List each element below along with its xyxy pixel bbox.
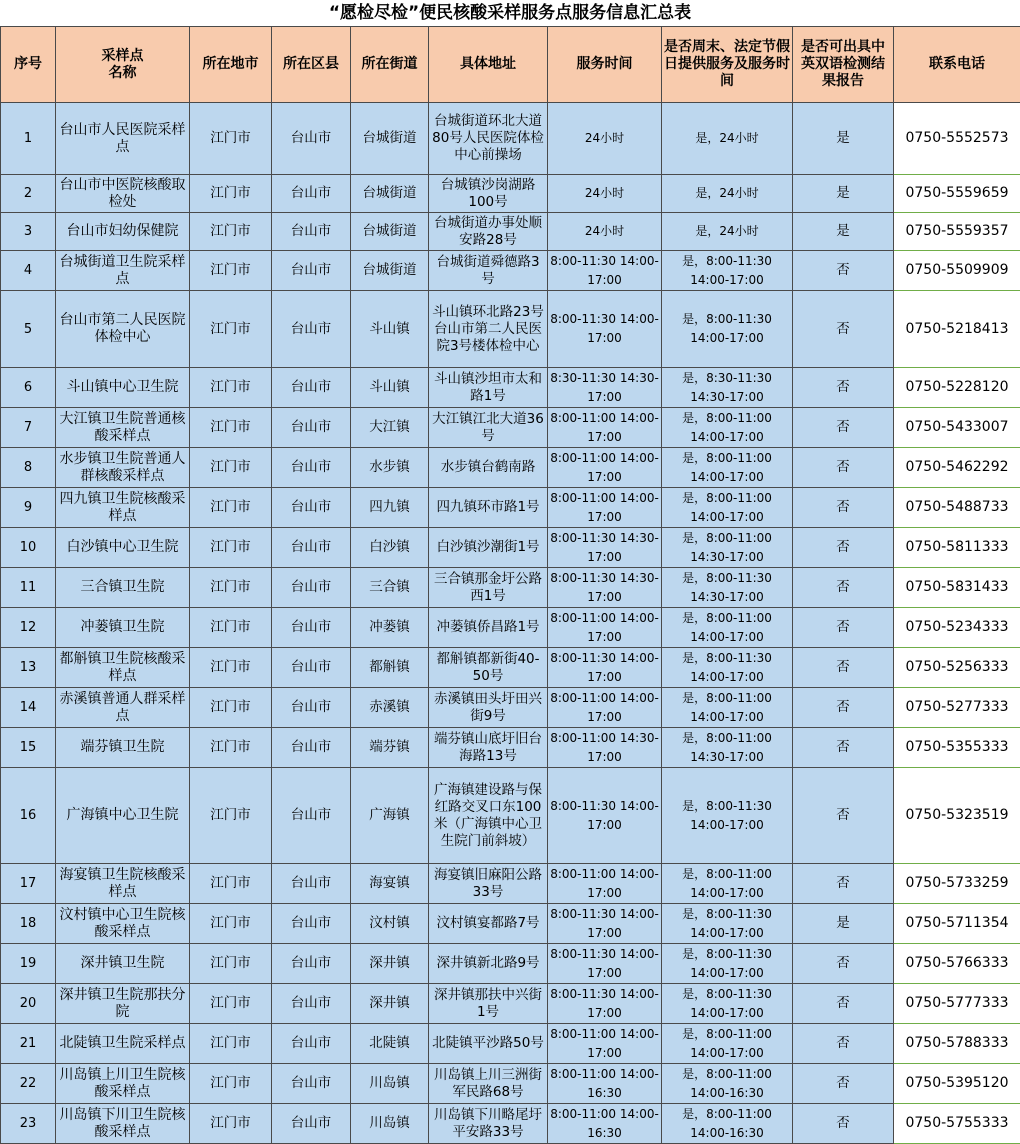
table-row bbox=[1, 251, 1020, 291]
cell-service-time: 8:00-11:00 14:00-17:00 bbox=[548, 488, 662, 528]
cell-phone: 0750-5559659 bbox=[894, 175, 1020, 213]
cell-site-name: 都斛镇卫生院核酸采样点 bbox=[56, 648, 190, 688]
cell-street: 台城街道 bbox=[351, 103, 429, 175]
cell-county: 台山市 bbox=[272, 728, 351, 768]
cell-holiday-service: 是，8:00-11:30 14:00-17:00 bbox=[662, 768, 793, 864]
cell-bilingual: 否 bbox=[793, 528, 894, 568]
cell-holiday-service: 是，8:00-11:00 14:30-17:00 bbox=[662, 728, 793, 768]
cell-service-time: 8:00-11:30 14:00-17:00 bbox=[548, 768, 662, 864]
cell-bilingual: 否 bbox=[793, 368, 894, 408]
cell-holiday-service: 是，8:00-11:00 14:00-16:30 bbox=[662, 1064, 793, 1104]
cell-service-time: 24小时 bbox=[548, 103, 662, 175]
header-name: 采样点 名称 bbox=[56, 27, 190, 103]
cell-city: 江门市 bbox=[190, 904, 272, 944]
cell-seq: 8 bbox=[1, 448, 56, 488]
table-row bbox=[1, 768, 1020, 864]
cell-street: 大江镇 bbox=[351, 408, 429, 448]
cell-city: 江门市 bbox=[190, 608, 272, 648]
cell-service-time: 8:00-11:30 14:30-17:00 bbox=[548, 528, 662, 568]
cell-seq: 21 bbox=[1, 1024, 56, 1064]
cell-county: 台山市 bbox=[272, 648, 351, 688]
cell-county: 台山市 bbox=[272, 608, 351, 648]
cell-city: 江门市 bbox=[190, 251, 272, 291]
cell-city: 江门市 bbox=[190, 291, 272, 368]
cell-county: 台山市 bbox=[272, 528, 351, 568]
cell-county: 台山市 bbox=[272, 1024, 351, 1064]
cell-service-time: 8:00-11:00 14:00-17:00 bbox=[548, 608, 662, 648]
cell-holiday-service: 是，8:00-11:30 14:00-17:00 bbox=[662, 648, 793, 688]
cell-seq: 6 bbox=[1, 368, 56, 408]
table-row bbox=[1, 1064, 1020, 1104]
cell-service-time: 24小时 bbox=[548, 213, 662, 251]
cell-site-name: 汶村镇中心卫生院核酸采样点 bbox=[56, 904, 190, 944]
cell-service-time: 8:00-11:00 14:00-17:00 bbox=[548, 864, 662, 904]
cell-county: 台山市 bbox=[272, 864, 351, 904]
cell-city: 江门市 bbox=[190, 1064, 272, 1104]
cell-bilingual: 否 bbox=[793, 291, 894, 368]
cell-street: 水步镇 bbox=[351, 448, 429, 488]
cell-address: 深井镇那扶中兴街1号 bbox=[429, 984, 548, 1024]
cell-county: 台山市 bbox=[272, 488, 351, 528]
table-row bbox=[1, 368, 1020, 408]
cell-street: 斗山镇 bbox=[351, 291, 429, 368]
cell-phone: 0750-5256333 bbox=[894, 648, 1020, 688]
cell-bilingual: 否 bbox=[793, 984, 894, 1024]
cell-phone: 0750-5559357 bbox=[894, 213, 1020, 251]
cell-address: 四九镇环市路1号 bbox=[429, 488, 548, 528]
table-row bbox=[1, 448, 1020, 488]
cell-bilingual: 否 bbox=[793, 1064, 894, 1104]
cell-county: 台山市 bbox=[272, 291, 351, 368]
cell-seq: 13 bbox=[1, 648, 56, 688]
cell-address: 北陡镇平沙路50号 bbox=[429, 1024, 548, 1064]
cell-site-name: 台山市第二人民医院体检中心 bbox=[56, 291, 190, 368]
table-row bbox=[1, 175, 1020, 213]
cell-phone: 0750-5788333 bbox=[894, 1024, 1020, 1064]
header-service-time: 服务时间 bbox=[548, 27, 662, 103]
cell-site-name: 海宴镇卫生院核酸采样点 bbox=[56, 864, 190, 904]
cell-site-name: 台山市妇幼保健院 bbox=[56, 213, 190, 251]
cell-county: 台山市 bbox=[272, 1104, 351, 1144]
table-row bbox=[1, 213, 1020, 251]
table-row bbox=[1, 864, 1020, 904]
cell-service-time: 8:00-11:30 14:00-17:00 bbox=[548, 251, 662, 291]
cell-seq: 19 bbox=[1, 944, 56, 984]
header-phone: 联系电话 bbox=[894, 27, 1020, 103]
cell-seq: 3 bbox=[1, 213, 56, 251]
cell-service-time: 8:30-11:30 14:30-17:00 bbox=[548, 368, 662, 408]
cell-service-time: 8:00-11:00 14:00-17:00 bbox=[548, 688, 662, 728]
cell-service-time: 8:00-11:30 14:00-17:00 bbox=[548, 904, 662, 944]
cell-county: 台山市 bbox=[272, 984, 351, 1024]
cell-site-name: 三合镇卫生院 bbox=[56, 568, 190, 608]
cell-address: 台城街道办事处顺安路28号 bbox=[429, 213, 548, 251]
cell-service-time: 24小时 bbox=[548, 175, 662, 213]
cell-holiday-service: 是，8:00-11:30 14:00-17:00 bbox=[662, 984, 793, 1024]
cell-bilingual: 否 bbox=[793, 688, 894, 728]
table-row bbox=[1, 904, 1020, 944]
table-row bbox=[1, 408, 1020, 448]
cell-service-time: 8:00-11:00 14:00-16:30 bbox=[548, 1064, 662, 1104]
cell-phone: 0750-5395120 bbox=[894, 1064, 1020, 1104]
cell-phone: 0750-5228120 bbox=[894, 368, 1020, 408]
cell-city: 江门市 bbox=[190, 768, 272, 864]
table-row bbox=[1, 608, 1020, 648]
cell-seq: 14 bbox=[1, 688, 56, 728]
cell-bilingual: 否 bbox=[793, 1104, 894, 1144]
cell-address: 台城镇沙岗湖路100号 bbox=[429, 175, 548, 213]
cell-address: 水步镇台鹤南路 bbox=[429, 448, 548, 488]
cell-site-name: 川岛镇上川卫生院核酸采样点 bbox=[56, 1064, 190, 1104]
cell-bilingual: 否 bbox=[793, 408, 894, 448]
cell-service-time: 8:00-11:30 14:00-17:00 bbox=[548, 648, 662, 688]
table-row bbox=[1, 291, 1020, 368]
cell-city: 江门市 bbox=[190, 408, 272, 448]
cell-holiday-service: 是，24小时 bbox=[662, 103, 793, 175]
cell-holiday-service: 是，8:00-11:00 14:00-17:00 bbox=[662, 864, 793, 904]
cell-seq: 4 bbox=[1, 251, 56, 291]
cell-county: 台山市 bbox=[272, 213, 351, 251]
cell-address: 三合镇那金圩公路西1号 bbox=[429, 568, 548, 608]
cell-street: 海宴镇 bbox=[351, 864, 429, 904]
cell-site-name: 北陡镇卫生院采样点 bbox=[56, 1024, 190, 1064]
cell-holiday-service: 是，24小时 bbox=[662, 175, 793, 213]
cell-holiday-service: 是，8:00-11:00 14:30-17:00 bbox=[662, 528, 793, 568]
cell-site-name: 斗山镇中心卫生院 bbox=[56, 368, 190, 408]
cell-bilingual: 否 bbox=[793, 251, 894, 291]
table-row bbox=[1, 688, 1020, 728]
cell-seq: 10 bbox=[1, 528, 56, 568]
cell-service-time: 8:00-11:30 14:00-17:00 bbox=[548, 944, 662, 984]
cell-phone: 0750-5552573 bbox=[894, 103, 1020, 175]
header-county: 所在区县 bbox=[272, 27, 351, 103]
cell-address: 台城街道舜德路3号 bbox=[429, 251, 548, 291]
cell-service-time: 8:00-11:30 14:00-17:00 bbox=[548, 291, 662, 368]
cell-street: 台城街道 bbox=[351, 175, 429, 213]
cell-bilingual: 否 bbox=[793, 728, 894, 768]
cell-seq: 17 bbox=[1, 864, 56, 904]
cell-phone: 0750-5811333 bbox=[894, 528, 1020, 568]
cell-holiday-service: 是，8:00-11:00 14:00-17:00 bbox=[662, 608, 793, 648]
cell-address: 大江镇江北大道36号 bbox=[429, 408, 548, 448]
header-row bbox=[1, 27, 1020, 103]
header-city: 所在地市 bbox=[190, 27, 272, 103]
cell-address: 广海镇建设路与保红路交叉口东100米（广海镇中心卫生院门前斜坡） bbox=[429, 768, 548, 864]
cell-county: 台山市 bbox=[272, 103, 351, 175]
cell-phone: 0750-5234333 bbox=[894, 608, 1020, 648]
cell-bilingual: 是 bbox=[793, 175, 894, 213]
cell-city: 江门市 bbox=[190, 175, 272, 213]
cell-street: 台城街道 bbox=[351, 251, 429, 291]
cell-holiday-service: 是，24小时 bbox=[662, 213, 793, 251]
table-title: “愿检尽检”便民核酸采样服务点服务信息汇总表 bbox=[0, 0, 1020, 26]
cell-address: 端芬镇山底圩旧台海路13号 bbox=[429, 728, 548, 768]
cell-address: 海宴镇旧麻阳公路33号 bbox=[429, 864, 548, 904]
table-body bbox=[1, 103, 1020, 1144]
cell-address: 冲蒌镇侨昌路1号 bbox=[429, 608, 548, 648]
cell-county: 台山市 bbox=[272, 688, 351, 728]
cell-city: 江门市 bbox=[190, 944, 272, 984]
header-bilingual-report: 是否可出具中英双语检测结果报告 bbox=[793, 27, 894, 103]
cell-street: 斗山镇 bbox=[351, 368, 429, 408]
table-row bbox=[1, 103, 1020, 175]
cell-bilingual: 是 bbox=[793, 213, 894, 251]
cell-phone: 0750-5218413 bbox=[894, 291, 1020, 368]
cell-bilingual: 否 bbox=[793, 864, 894, 904]
cell-holiday-service: 是，8:00-11:00 14:00-17:00 bbox=[662, 408, 793, 448]
cell-site-name: 台城街道卫生院采样点 bbox=[56, 251, 190, 291]
cell-site-name: 四九镇卫生院核酸采样点 bbox=[56, 488, 190, 528]
cell-address: 台城街道环北大道80号人民医院体检中心前操场 bbox=[429, 103, 548, 175]
table-row bbox=[1, 568, 1020, 608]
cell-bilingual: 否 bbox=[793, 608, 894, 648]
header-holiday-service: 是否周末、法定节假日提供服务及服务时间 bbox=[662, 27, 793, 103]
cell-site-name: 台山市人民医院采样点 bbox=[56, 103, 190, 175]
cell-site-name: 白沙镇中心卫生院 bbox=[56, 528, 190, 568]
header-seq: 序号 bbox=[1, 27, 56, 103]
cell-street: 深井镇 bbox=[351, 944, 429, 984]
cell-phone: 0750-5433007 bbox=[894, 408, 1020, 448]
cell-service-time: 8:00-11:00 14:00-17:00 bbox=[548, 1024, 662, 1064]
cell-seq: 11 bbox=[1, 568, 56, 608]
cell-county: 台山市 bbox=[272, 368, 351, 408]
cell-city: 江门市 bbox=[190, 1024, 272, 1064]
cell-service-time: 8:00-11:30 14:30-17:00 bbox=[548, 568, 662, 608]
cell-street: 赤溪镇 bbox=[351, 688, 429, 728]
cell-city: 江门市 bbox=[190, 448, 272, 488]
table-row bbox=[1, 1024, 1020, 1064]
cell-street: 冲蒌镇 bbox=[351, 608, 429, 648]
cell-city: 江门市 bbox=[190, 688, 272, 728]
cell-holiday-service: 是，8:00-11:00 14:00-17:00 bbox=[662, 488, 793, 528]
cell-county: 台山市 bbox=[272, 768, 351, 864]
cell-street: 台城街道 bbox=[351, 213, 429, 251]
cell-site-name: 深井镇卫生院那扶分院 bbox=[56, 984, 190, 1024]
table-row bbox=[1, 648, 1020, 688]
header-street: 所在街道 bbox=[351, 27, 429, 103]
cell-address: 都斛镇都新街40-50号 bbox=[429, 648, 548, 688]
cell-city: 江门市 bbox=[190, 728, 272, 768]
cell-bilingual: 否 bbox=[793, 448, 894, 488]
cell-seq: 5 bbox=[1, 291, 56, 368]
cell-city: 江门市 bbox=[190, 368, 272, 408]
cell-seq: 20 bbox=[1, 984, 56, 1024]
cell-city: 江门市 bbox=[190, 568, 272, 608]
cell-service-time: 8:00-11:00 14:00-16:30 bbox=[548, 1104, 662, 1144]
cell-address: 深井镇新北路9号 bbox=[429, 944, 548, 984]
cell-street: 川岛镇 bbox=[351, 1104, 429, 1144]
cell-city: 江门市 bbox=[190, 984, 272, 1024]
cell-seq: 16 bbox=[1, 768, 56, 864]
table-row bbox=[1, 1104, 1020, 1144]
cell-county: 台山市 bbox=[272, 448, 351, 488]
table-row bbox=[1, 984, 1020, 1024]
cell-site-name: 赤溪镇普通人群采样点 bbox=[56, 688, 190, 728]
cell-bilingual: 否 bbox=[793, 488, 894, 528]
cell-address: 斗山镇沙坦市太和路1号 bbox=[429, 368, 548, 408]
cell-street: 广海镇 bbox=[351, 768, 429, 864]
cell-street: 四九镇 bbox=[351, 488, 429, 528]
cell-county: 台山市 bbox=[272, 1064, 351, 1104]
cell-address: 斗山镇环北路23号台山市第二人民医院3号楼体检中心 bbox=[429, 291, 548, 368]
cell-seq: 15 bbox=[1, 728, 56, 768]
cell-holiday-service: 是，8:00-11:30 14:00-17:00 bbox=[662, 904, 793, 944]
cell-street: 汶村镇 bbox=[351, 904, 429, 944]
cell-bilingual: 是 bbox=[793, 103, 894, 175]
cell-county: 台山市 bbox=[272, 568, 351, 608]
cell-street: 都斛镇 bbox=[351, 648, 429, 688]
cell-bilingual: 否 bbox=[793, 1024, 894, 1064]
cell-site-name: 广海镇中心卫生院 bbox=[56, 768, 190, 864]
cell-seq: 1 bbox=[1, 103, 56, 175]
cell-holiday-service: 是，8:30-11:30 14:30-17:00 bbox=[662, 368, 793, 408]
cell-holiday-service: 是，8:00-11:00 14:00-17:00 bbox=[662, 1024, 793, 1064]
cell-bilingual: 否 bbox=[793, 568, 894, 608]
cell-county: 台山市 bbox=[272, 175, 351, 213]
cell-phone: 0750-5509909 bbox=[894, 251, 1020, 291]
cell-phone: 0750-5323519 bbox=[894, 768, 1020, 864]
cell-holiday-service: 是，8:00-11:30 14:00-17:00 bbox=[662, 944, 793, 984]
cell-city: 江门市 bbox=[190, 648, 272, 688]
cell-bilingual: 否 bbox=[793, 648, 894, 688]
cell-phone: 0750-5733259 bbox=[894, 864, 1020, 904]
cell-city: 江门市 bbox=[190, 213, 272, 251]
cell-bilingual: 是 bbox=[793, 904, 894, 944]
cell-address: 川岛镇上川三洲街军民路68号 bbox=[429, 1064, 548, 1104]
cell-site-name: 水步镇卫生院普通人群核酸采样点 bbox=[56, 448, 190, 488]
cell-bilingual: 否 bbox=[793, 768, 894, 864]
cell-service-time: 8:00-11:00 14:30-17:00 bbox=[548, 728, 662, 768]
cell-holiday-service: 是，8:00-11:30 14:00-17:00 bbox=[662, 251, 793, 291]
cell-city: 江门市 bbox=[190, 864, 272, 904]
cell-site-name: 冲蒌镇卫生院 bbox=[56, 608, 190, 648]
cell-address: 川岛镇下川略尾圩平安路33号 bbox=[429, 1104, 548, 1144]
cell-seq: 23 bbox=[1, 1104, 56, 1144]
cell-holiday-service: 是，8:00-11:30 14:30-17:00 bbox=[662, 568, 793, 608]
cell-address: 赤溪镇田头圩田兴街9号 bbox=[429, 688, 548, 728]
cell-county: 台山市 bbox=[272, 944, 351, 984]
cell-phone: 0750-5488733 bbox=[894, 488, 1020, 528]
sampling-sites-table bbox=[0, 26, 1020, 1144]
cell-county: 台山市 bbox=[272, 251, 351, 291]
cell-seq: 2 bbox=[1, 175, 56, 213]
table-row bbox=[1, 488, 1020, 528]
cell-site-name: 台山市中医院核酸取检处 bbox=[56, 175, 190, 213]
cell-street: 北陡镇 bbox=[351, 1024, 429, 1064]
cell-county: 台山市 bbox=[272, 904, 351, 944]
cell-phone: 0750-5766333 bbox=[894, 944, 1020, 984]
table-row bbox=[1, 528, 1020, 568]
cell-holiday-service: 是，8:00-11:00 14:00-17:00 bbox=[662, 448, 793, 488]
cell-street: 端芬镇 bbox=[351, 728, 429, 768]
cell-service-time: 8:00-11:30 14:00-17:00 bbox=[548, 984, 662, 1024]
cell-seq: 12 bbox=[1, 608, 56, 648]
cell-street: 深井镇 bbox=[351, 984, 429, 1024]
cell-address: 汶村镇宴都路7号 bbox=[429, 904, 548, 944]
cell-city: 江门市 bbox=[190, 528, 272, 568]
cell-seq: 18 bbox=[1, 904, 56, 944]
cell-phone: 0750-5462292 bbox=[894, 448, 1020, 488]
cell-street: 白沙镇 bbox=[351, 528, 429, 568]
header-address: 具体地址 bbox=[429, 27, 548, 103]
cell-address: 白沙镇沙潮街1号 bbox=[429, 528, 548, 568]
cell-phone: 0750-5711354 bbox=[894, 904, 1020, 944]
cell-seq: 7 bbox=[1, 408, 56, 448]
cell-phone: 0750-5755333 bbox=[894, 1104, 1020, 1144]
cell-holiday-service: 是，8:00-11:00 14:00-16:30 bbox=[662, 1104, 793, 1144]
table-row bbox=[1, 728, 1020, 768]
cell-holiday-service: 是，8:00-11:00 14:00-17:00 bbox=[662, 688, 793, 728]
cell-bilingual: 否 bbox=[793, 944, 894, 984]
cell-site-name: 端芬镇卫生院 bbox=[56, 728, 190, 768]
cell-county: 台山市 bbox=[272, 408, 351, 448]
cell-city: 江门市 bbox=[190, 103, 272, 175]
cell-seq: 9 bbox=[1, 488, 56, 528]
cell-phone: 0750-5777333 bbox=[894, 984, 1020, 1024]
cell-service-time: 8:00-11:00 14:00-17:00 bbox=[548, 448, 662, 488]
table-row bbox=[1, 944, 1020, 984]
cell-street: 川岛镇 bbox=[351, 1064, 429, 1104]
cell-site-name: 深井镇卫生院 bbox=[56, 944, 190, 984]
cell-street: 三合镇 bbox=[351, 568, 429, 608]
cell-site-name: 川岛镇下川卫生院核酸采样点 bbox=[56, 1104, 190, 1144]
cell-site-name: 大江镇卫生院普通核酸采样点 bbox=[56, 408, 190, 448]
cell-city: 江门市 bbox=[190, 1104, 272, 1144]
cell-holiday-service: 是，8:00-11:30 14:00-17:00 bbox=[662, 291, 793, 368]
cell-phone: 0750-5355333 bbox=[894, 728, 1020, 768]
cell-city: 江门市 bbox=[190, 488, 272, 528]
cell-service-time: 8:00-11:00 14:00-17:00 bbox=[548, 408, 662, 448]
cell-phone: 0750-5277333 bbox=[894, 688, 1020, 728]
cell-phone: 0750-5831433 bbox=[894, 568, 1020, 608]
cell-seq: 22 bbox=[1, 1064, 56, 1104]
